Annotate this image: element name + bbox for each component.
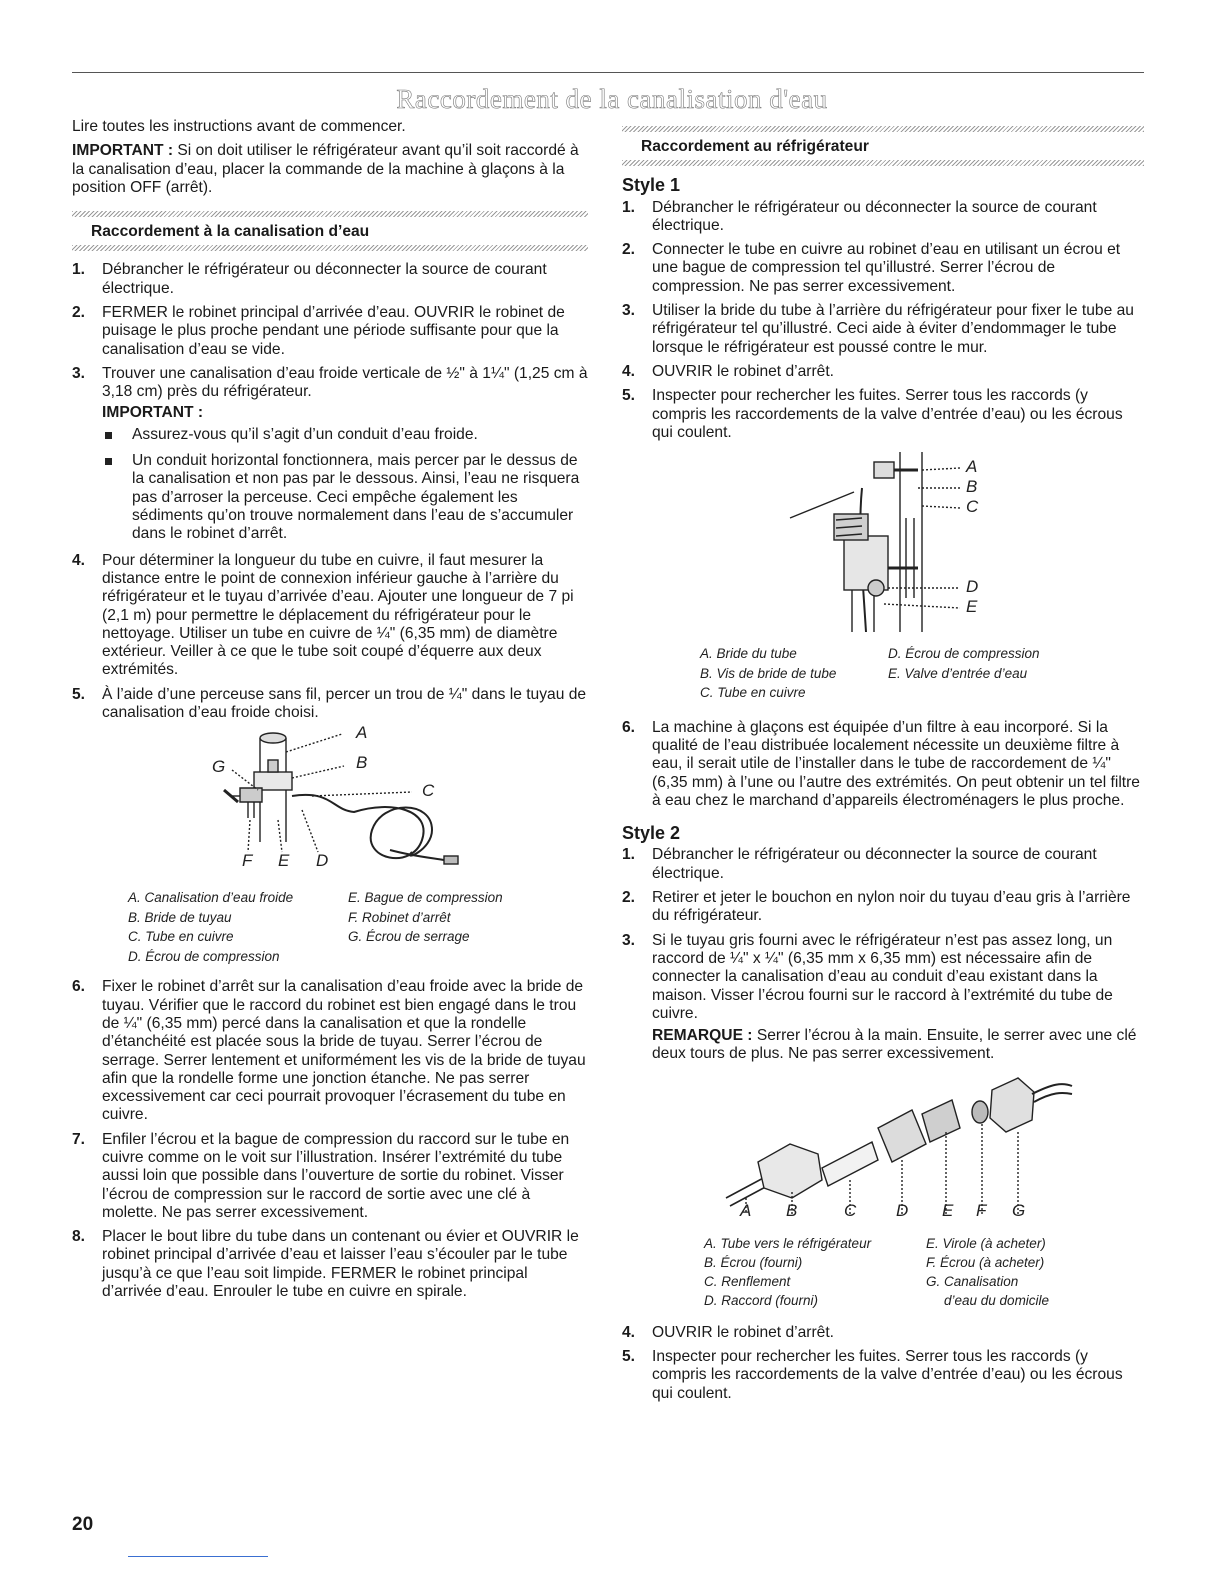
legend-item: C. Tube en cuivre <box>700 685 806 701</box>
section-header-canalisation <box>72 211 588 251</box>
figure-label-c: C <box>844 1200 857 1220</box>
bullet-square-icon <box>105 432 112 439</box>
legend-item: D. Écrou de compression <box>888 646 1040 662</box>
remark-label: REMARQUE : <box>652 1027 753 1045</box>
step-number: 2. <box>622 241 636 259</box>
legend-item: B. Écrou (fourni) <box>704 1254 803 1270</box>
step-number: 4. <box>622 1323 636 1341</box>
page-title: Raccordement de la canalisation d'eau <box>396 84 828 114</box>
figure-label-c: C <box>422 781 435 801</box>
step-number: 2. <box>72 304 86 322</box>
fitting-illustration <box>622 1072 1144 1228</box>
figure-label-c: C <box>966 497 979 517</box>
step-item <box>72 1131 588 1222</box>
figure-label-b: B <box>786 1200 798 1220</box>
step-text: Retirer et jeter le bouchon en nylon noir du tuyau d’eau gris à l’arrière du réfrigérateur. <box>652 889 1131 925</box>
figure-label-d: D <box>966 577 979 597</box>
step-item <box>622 241 1144 296</box>
figure-label-a: A <box>966 457 978 477</box>
bullet-item <box>102 452 588 543</box>
hatch-rule <box>72 245 588 251</box>
legend-item: E. Valve d’entrée d’eau <box>888 665 1028 681</box>
steps-list-a <box>72 261 588 401</box>
remark-text: Serrer l’écrou à la main. Ensuite, le serrer avec une clé deux tours de plus. Ne pas serrer excessivement. <box>652 1027 1137 1063</box>
legend-item: A. Canalisation d’eau froide <box>128 890 294 906</box>
remark-paragraph <box>622 1027 1144 1064</box>
page-number: 20 <box>72 1514 94 1535</box>
right-column <box>622 118 1144 1409</box>
step-item <box>622 199 1144 236</box>
step-number: 3. <box>72 364 86 382</box>
step-number: 3. <box>622 931 636 949</box>
step-item <box>622 387 1144 442</box>
style1-steps <box>622 199 1144 443</box>
hatch-rule <box>622 160 1144 166</box>
style1-heading: Style 1 <box>622 175 681 196</box>
important-text: Si on doit utiliser le réfrigérateur avant qu’il soit raccordé à la canalisation d’eau, placer la commande de la machine à glaçons à la position OFF (arrêt). <box>72 142 579 196</box>
step-text: Utiliser la bride du tube à l’arrière du réfrigérateur pour fixer le tube au réfrigérateur tel qu’illustré. Ceci aide à éviter d’endommager le tube lorsque le réfrigérateur est poussé contre le mur. <box>652 302 1134 356</box>
legend-item: d’eau du domicile <box>944 1292 1050 1308</box>
bullet-item <box>102 426 588 444</box>
legend-item: A. Tube vers le réfrigérateur <box>704 1235 872 1251</box>
step3-important-block <box>72 404 588 544</box>
step-text: Débrancher le réfrigérateur ou déconnecter la source de courant électrique. <box>652 846 1097 882</box>
step-number: 6. <box>622 718 636 736</box>
important-paragraph <box>72 142 588 197</box>
step-item <box>622 1348 1144 1403</box>
figure-label-b: B <box>966 477 978 497</box>
legend-item <box>888 683 1088 703</box>
step-number: 6. <box>72 978 86 996</box>
step-item <box>72 261 588 298</box>
step-text: Inspecter pour rechercher les fuites. Serrer tous les raccords (y compris les raccordements de la valve d’entrée d’eau) ou les écrous qui coulent. <box>652 1348 1123 1402</box>
legend-item: C. Renflement <box>704 1273 791 1289</box>
legend-item: A. Bride du tube <box>700 646 797 662</box>
step-number: 5. <box>622 387 636 405</box>
figure-label-a: A <box>740 1200 752 1220</box>
step-item <box>72 304 588 359</box>
step-text: Si le tuyau gris fourni avec le réfrigérateur n’est pas assez long, un raccord de ¼" x ¼" (6,35 mm x 6,35 mm) est nécessaire afin de connecter la canalisation d’eau au conduit d’eau existant dans la maison. Visser l’écrou fourni sur le raccord à l’extrémité du tube de cuivre. <box>652 931 1113 1022</box>
step-text: Fixer le robinet d’arrêt sur la canalisation d’eau froide avec la bride de tuyau. Vérifier que le raccord du robinet est bien engagé dans le trou de ¼" (6,35 mm) percé dans la canalisation et que la rondelle d’étanchéité est placée sous la bride de tuyau. Serrer l’écrou de serrage. Serrer lentement et uniformément les vis de la bride de tuyau afin que la rondelle forme une jonction étanche. Ne pas serrer excessivement car ceci pourrait provoquer l’écrasement du tube en cuivre. <box>102 978 586 1124</box>
step-text: La machine à glaçons est équipée d’un filtre à eau incorporé. Si la qualité de l’eau distribuée localement nécessite un deuxième filtre à eau, il serait utile de l’installer dans le tube de raccordement de ¼" (6,35 mm) à l’une ou l’autre des extrémités. On peut obtenir un tel filtre à eau chez le marchand d’appareils électroménagers le plus proche. <box>652 718 1140 809</box>
top-rule <box>72 72 1144 73</box>
figure-label-f: F <box>976 1200 987 1220</box>
step-item <box>622 363 1144 381</box>
style2-heading: Style 2 <box>622 823 681 844</box>
step-item <box>622 719 1144 810</box>
legend-item: G. Canalisation <box>926 1273 1019 1289</box>
legend-item <box>348 947 548 967</box>
intro-text: Lire toutes les instructions avant de commencer. <box>72 118 406 135</box>
legend-item: F. Robinet d’arrêt <box>348 909 451 925</box>
step3-important-label: IMPORTANT : <box>102 403 204 421</box>
figure-label-g: G <box>212 757 226 777</box>
bottom-link-rule <box>128 1556 268 1557</box>
figure-label-g: G <box>1012 1200 1026 1220</box>
step-number: 4. <box>72 551 86 569</box>
figure-label-e: E <box>942 1200 954 1220</box>
step-number: 1. <box>622 846 636 864</box>
legend-item: D. Écrou de compression <box>128 948 280 964</box>
step-number: 3. <box>622 302 636 320</box>
step-item <box>622 889 1144 926</box>
figure-legend <box>700 644 1144 703</box>
step-item <box>72 686 588 723</box>
style2-steps <box>622 846 1144 1023</box>
step-number: 7. <box>72 1130 86 1148</box>
bullet-square-icon <box>105 458 112 465</box>
legend-item: E. Virole (à acheter) <box>926 1235 1046 1251</box>
step-text: Débrancher le réfrigérateur ou déconnecter la source de courant électrique. <box>652 198 1097 234</box>
legend-item: D. Raccord (fourni) <box>704 1292 819 1308</box>
section-title: Raccordement au réfrigérateur <box>641 138 869 155</box>
step-text: Trouver une canalisation d’eau froide verticale de ½" à 1¼" (1,25 cm à 3,18 cm) près du réfrigérateur. <box>102 364 588 401</box>
step-number: 5. <box>622 1348 636 1365</box>
step-number: 5. <box>72 685 86 703</box>
figure-legend <box>128 888 588 966</box>
shutoff-valve-figure <box>72 723 588 882</box>
figure-label-f: F <box>242 851 253 871</box>
bullet-text: Assurez-vous qu’il s’agit d’un conduit d’eau froide. <box>132 425 478 443</box>
legend-item: F. Écrou (à acheter) <box>926 1254 1045 1270</box>
fitting-figure <box>622 1072 1144 1228</box>
figure-label-b: B <box>356 753 368 773</box>
step-item <box>72 1228 588 1301</box>
step-item <box>72 978 588 1124</box>
step-text: Enfiler l’écrou et la bague de compression du raccord sur le tube en cuivre comme on le voit sur l’illustration. Insérer l’extrémité du tube aussi loin que possible dans l’ouverture de sortie du robinet. Visser l’écrou de compression sur le raccord de sortie avec une clé à molette. Ne pas serrer excessivement. <box>102 1130 570 1221</box>
step-item <box>72 365 588 402</box>
step-number: 1. <box>622 198 636 216</box>
legend-item: B. Vis de bride de tube <box>700 665 837 681</box>
step-text: OUVRIR le robinet d’arrêt. <box>652 362 834 380</box>
inlet-valve-figure <box>622 448 1144 638</box>
step-text: FERMER le robinet principal d’arrivée d’eau. OUVRIR le robinet de puisage le plus proche pendant une période suffisante pour que la canalisation d’eau se vide. <box>102 304 565 358</box>
shutoff-valve-illustration <box>72 730 588 882</box>
important-label: IMPORTANT : <box>72 142 174 160</box>
style2-steps-after <box>622 1324 1144 1403</box>
figure-label-a: A <box>356 723 368 743</box>
legend-item: B. Bride de tuyau <box>128 909 232 925</box>
steps-list-b <box>72 552 588 723</box>
step-item <box>622 1324 1144 1342</box>
bullet-text: Un conduit horizontal fonctionnera, mais percer par le dessus de la canalisation et non pas par le dessous. Ainsi, l’eau ne risquera pas d’arroser la perceuse. Ceci empêche également les sédiments qu’on trouve normalement dans l’eau de s’accumuler dans le robinet d’arrêt. <box>132 452 580 543</box>
figure-legend <box>704 1234 1144 1310</box>
step-text: À l’aide d’une perceuse sans fil, percer un trou de ¼" dans le tuyau de canalisation d’eau froide choisi. <box>102 685 587 722</box>
step-number: 1. <box>72 261 86 279</box>
step-item <box>622 302 1144 357</box>
legend-item: E. Bague de compression <box>348 890 503 906</box>
step-number: 8. <box>72 1228 86 1246</box>
inlet-valve-illustration <box>622 448 1144 638</box>
step-text: Pour déterminer la longueur du tube en cuivre, il faut mesurer la distance entre le point de connexion inférieur gauche à l’arrière du réfrigérateur et le tuyau d’arrivée d’eau. Ajouter une longueur de 7 pi (2,1 m) pour permettre le déplacement du réfrigérateur pour le nettoyage. Utiliser un tube en cuivre de ¼" (6,35 mm) de diamètre extérieur. Veiller à ce que le tube soit coupé d’équerre aux deux extrémités. <box>102 551 574 679</box>
figure-label-e: E <box>966 597 978 617</box>
steps-list-c <box>72 978 588 1301</box>
step-item <box>622 846 1144 883</box>
step-number: 2. <box>622 889 636 907</box>
step-number: 4. <box>622 362 636 380</box>
legend-item: C. Tube en cuivre <box>128 929 234 945</box>
step-item <box>622 932 1144 1023</box>
left-column <box>72 118 588 1307</box>
legend-item: G. Écrou de serrage <box>348 929 470 945</box>
step-text: OUVRIR le robinet d’arrêt. <box>652 1323 834 1341</box>
figure-label-e: E <box>278 851 290 871</box>
section-title: Raccordement à la canalisation d’eau <box>91 223 370 241</box>
step-text: Connecter le tube en cuivre au robinet d’eau en utilisant un écrou et une bague de compression tel qu’illustré. Serrer l’écrou de compression. Ne pas serrer excessivement. <box>652 241 1121 295</box>
step-text: Placer le bout libre du tube dans un contenant ou évier et OUVRIR le robinet principal d’arrivée d’eau et laisser l’eau s’écouler par le tube jusqu’à ce que l’eau soit limpide. FERMER le robinet principal d’arrivée d’eau. Enrouler le tube en cuivre en spirale. <box>102 1228 579 1301</box>
section-header-refrigerateur <box>622 126 1144 166</box>
step-text: Débrancher le réfrigérateur ou déconnecter la source de courant électrique. <box>102 261 547 297</box>
step-item <box>72 552 588 680</box>
step-text: Inspecter pour rechercher les fuites. Serrer tous les raccords (y compris les raccordements de la valve d’entrée d’eau) ou les écrous qui coulent. <box>652 387 1123 441</box>
figure-label-d: D <box>316 851 329 871</box>
figure-label-d: D <box>896 1200 909 1220</box>
